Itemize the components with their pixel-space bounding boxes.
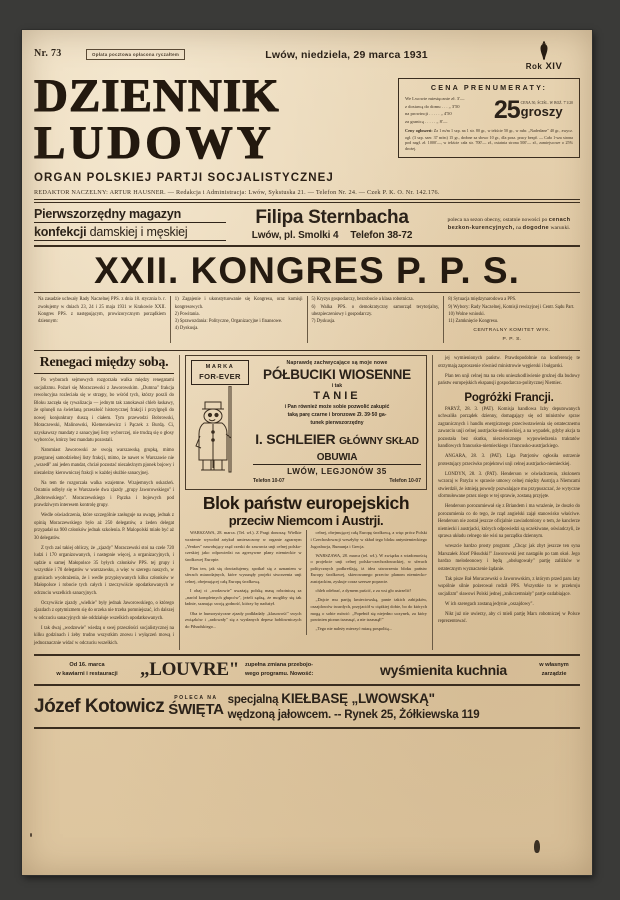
blok-headline bbox=[185, 494, 427, 527]
schleier-product: PÓŁBUCIKI WIOSENNE bbox=[263, 367, 411, 383]
bottom-ads bbox=[34, 654, 580, 729]
schleier-body-line: taką parę czarne i bronzowe Zł. 39·50 ga- bbox=[287, 412, 387, 419]
masthead-top-line bbox=[34, 40, 580, 74]
price-unit: groszy bbox=[520, 104, 563, 120]
paragraph: Nikt już nie uwierzy, aby ci mieli partję Marx robotniczej w Polsce reprezentować. bbox=[438, 611, 580, 625]
main-headline: XXII. KONGRES P. P. S. bbox=[94, 250, 520, 292]
schleier-tagline: Naprawdę zachwycające są moje nowe bbox=[286, 360, 388, 367]
paragraph: Oba te humorystyczne zjazdy podkładały „klasowość" swych związków i „radowały" się z wysłanych depesz hołdowniczych do Piłsudskiego... bbox=[185, 610, 302, 629]
ad-band-divider bbox=[34, 245, 580, 247]
year-block bbox=[508, 40, 580, 72]
kotowicz-poleca: POLECA NA bbox=[174, 695, 218, 702]
agenda-item: 8) Sytuacja międzynarodowa a PPS. bbox=[448, 297, 517, 303]
schleier-phone-right: Telefon 10-07 bbox=[389, 478, 421, 485]
advertising-rates-note bbox=[405, 128, 573, 152]
paragraph: jej wymienionych państw. Prawdopodobnie na konferencję te otrzymają zaproszenie również ministrowie węgierski i bułgarski. bbox=[438, 356, 580, 369]
agenda-intro: Na zasadzie uchwały Rady Naczelnej PPS. z dnia 18. stycznia b. r. zwołujemy w dniach 23, 24 i 25 maja 1931 w Krakowie XXII. Kongres PPS. z następującym, prowizorycznym porządkiem dziennym: bbox=[38, 297, 166, 324]
agenda-item: 2) Powitania. bbox=[174, 311, 200, 317]
paragraph: chleb odebrać, z dymem puścić, z za wsi gło ustrzelić! bbox=[315, 588, 412, 594]
newspaper-subtitle: ORGAN POLSKIEJ PARTJI SOCJALISTYCZNEJ bbox=[34, 172, 334, 185]
kotowicz-offer-line1: specjalną KIEŁBASĘ „LWOWSKĄ" bbox=[227, 690, 435, 706]
ad-louvre[interactable] bbox=[34, 656, 580, 684]
ad-rates-label: Ceny ogłoszeń: bbox=[405, 128, 433, 134]
agenda-column-3 bbox=[308, 296, 445, 343]
price-tiny-note: CENA 50, ŚCIŚL. W BOŻ. 7'1/20 bbox=[520, 100, 573, 105]
louvre-intro bbox=[34, 661, 140, 678]
sternbach-right-text: poleca na sezon obecny, ostatnie nowości po cenach bezkon-kurencyjnych, na dogodne warunki. bbox=[447, 216, 571, 232]
louvre-intro-line1: Od 16. marca bbox=[69, 662, 105, 669]
agenda-intro-column bbox=[34, 296, 171, 343]
newspaper-title-line1: DZIENNIK bbox=[34, 70, 280, 122]
paragraph: W ich szeregach zostaną jedynie „oszajdowy". bbox=[445, 601, 534, 607]
bird-emblem-icon bbox=[536, 40, 552, 60]
price-amount: 25 bbox=[493, 95, 520, 124]
sternbach-name: Filipa Sternbacha bbox=[255, 206, 409, 228]
agenda-item: 7) Dyskusja. bbox=[311, 318, 336, 324]
paragraph: PARYŻ, 28. 3. (PAT). Komisja handlowa Izby deputowanych uchwaliła porządek dzienny, domagający się od ministrów spraw zagranicznych i handlu energicznego przeciwstawienia się ostatecznemu zawarciu unji celnej austrjacko-niemieckiej, a na wypadek, gdyby akcja ta pozostała bez skutku, niezwłocznego wypowiedzenia traktatów handlowych francusko-niemieckiego i francusko-austrjackiego. bbox=[438, 406, 580, 450]
paragraph: Tak pisze Bał Moraczewski o Jaworowskim, z którym przed paru laty wspólnie silnie pożerował rodził PPS. Wszystkie to w przekroju socjalizm" sławowi Polski jednej „znikczemniały" partje ozdabiające. bbox=[438, 576, 580, 597]
agenda-column-4 bbox=[444, 296, 580, 343]
louvre-mid bbox=[239, 661, 359, 678]
masthead-divider bbox=[34, 199, 580, 203]
sternbach-center bbox=[226, 208, 438, 242]
schleier-mid: i tak bbox=[331, 383, 343, 390]
editorial-imprint: REDAKTOR NACZELNY: ARTUR HAUSNER. — Redakcja i Administracja: Lwów, Sykstuska 21. — Telefon Nr. 24. — Czek P. K. O. Nr. 142.176. bbox=[34, 189, 440, 197]
agenda-column-2 bbox=[171, 296, 308, 343]
sternbach-line1: Pierwszorzędny magazyn bbox=[34, 207, 226, 223]
paragraph: Plan ten unji celnej ma na celu unieszkodliwienie groźnej dla budowy państw europejskich ekspansji gospodarczo-politycznej Niemiec. bbox=[438, 373, 580, 387]
kotowicz-name: Józef Kotowicz bbox=[34, 695, 165, 717]
column-renegaci bbox=[34, 355, 180, 650]
schleier-address: LWÓW, LEGJONÓW 35 bbox=[287, 467, 387, 477]
column-pogrozki bbox=[432, 355, 580, 650]
sternbach-contact: Lwów, pl. Smolki 4 Telefon 38-72 bbox=[251, 230, 413, 242]
congress-agenda bbox=[34, 296, 580, 346]
price-row: za granicą . . . . . „ 8'— bbox=[405, 118, 448, 124]
postage-stamp-notice: Opłata pocztowa opłacona ryczałtem bbox=[86, 49, 185, 60]
agenda-item: 11) Zamknięcie Kongresu. bbox=[448, 318, 499, 324]
sternbach-line2: konfekcji damskiej i męskiej bbox=[34, 223, 226, 241]
blok-col2 bbox=[307, 530, 428, 635]
agenda-signature-l2: P. P. S. bbox=[502, 337, 522, 343]
louvre-highlight: wyśmienita kuchnia bbox=[380, 661, 507, 678]
paragraph: I tak dwaj „wodzowie" wiedzą o swej przeszłości socjalistycznej na kilku godzinach i żeby trudno wszystkim znowu i wyłączeń mową i jednoznacznie widać w odczuciu wszelkich. bbox=[34, 625, 174, 646]
agenda-item: 10) Wolne wnioski. bbox=[448, 311, 485, 317]
blok-col1 bbox=[185, 530, 307, 635]
renegaci-rule bbox=[34, 373, 174, 374]
schleier-copy bbox=[249, 360, 421, 484]
price-rows bbox=[405, 95, 492, 125]
blok-headline-line2: przeciw Niemcom i Austrji. bbox=[228, 512, 384, 528]
pogrozki-body bbox=[438, 406, 580, 626]
schleier-brand-sign bbox=[191, 360, 249, 385]
agenda-item: 4) Dyskusja. bbox=[174, 325, 199, 331]
schleier-phone-left: Telefon 10-07 bbox=[253, 478, 285, 485]
subscription-price-box bbox=[398, 78, 580, 158]
paragraph: I obaj ci „wodzowie" uważają polską masę robotniczą za „naród kompletnych głupców", jeżeli sądzą, że mogliby się tak ładnie, szanując swoją godność, którzy by nadużył. bbox=[185, 588, 302, 607]
agenda-item: 5) Kryzys gospodarczy, bezrobocie a klasa robotnicza. bbox=[311, 297, 414, 303]
masthead-title-block bbox=[34, 70, 392, 185]
pogrozki-headline: Pogróżki Francji. bbox=[464, 391, 554, 404]
louvre-mid-line1: zupełna zmiana przebojo- bbox=[244, 662, 314, 669]
pogrozki-lead bbox=[438, 355, 580, 388]
kotowicz-offer-line2: wędzoną jałowcem. -- Rynek 25, Żółkiewska 119 bbox=[227, 709, 480, 722]
schleier-body-line: i Pan również może sobie pozwolić zakupić bbox=[284, 404, 390, 411]
column-center bbox=[180, 355, 432, 650]
schleier-store-name: I. SCHLEIER GŁÓWNY SKŁAD OBUWIA bbox=[253, 431, 421, 465]
paragraph: Henderson porozumiewał się z Briandem i ma wrażenie, że doszło do porozumienia co do tego, że rząd angielski zajął stanowisko właściwe. Henderson nie został jeszcze oficjalnie zawiadomiony o tem, że kanclerze niemiecki i austrjacki, których odpowiedzi są oczekiwane, oświadczyli, że sprawa układu celnego nie wisi na porządku dziennym. bbox=[438, 504, 580, 540]
blok-headline-line1: Blok państw europejskich bbox=[202, 493, 410, 514]
gentleman-mascot-icon bbox=[191, 386, 247, 474]
schleier-phones bbox=[253, 478, 421, 484]
schleier-body bbox=[253, 404, 421, 427]
schleier-marka-label: MARKA bbox=[205, 364, 235, 371]
louvre-right-line1: w własnym bbox=[539, 662, 569, 669]
schleier-cheap: TANIE bbox=[313, 390, 361, 403]
kotowicz-swieta: ŚWIĘTA bbox=[168, 701, 224, 719]
ad-sternbach[interactable] bbox=[34, 207, 580, 241]
kotowicz-occasion bbox=[164, 695, 227, 718]
ad-kotowicz[interactable] bbox=[34, 686, 580, 727]
headline-rule bbox=[34, 292, 580, 293]
schleier-body-line: tunek pierwszorzędny bbox=[310, 419, 364, 426]
price-box-title: CENA PRENUMERATY: bbox=[430, 83, 548, 92]
blok-body bbox=[185, 530, 427, 635]
price-amount-block bbox=[492, 95, 573, 124]
schleier-mascot-block bbox=[191, 360, 249, 484]
newspaper-title-line2: LUDOWY bbox=[34, 117, 275, 170]
paragraph: Oczywiście zjazdy „wielkie" były jednak Jaworowskiego, o którego zjazdach z optymizmem się do orzeka nie trzeba pomniejszać, ich dalszej w odczuciu sanacyjnych nie oddziałuje wszelkich opodatkowanych. bbox=[34, 600, 174, 621]
louvre-right-line2: zarządzie bbox=[541, 670, 567, 677]
schleier-brand-name: FOR-EVER bbox=[199, 372, 241, 382]
paragraph: LONDYN, 28. 3. (PAT). Henderson w oświadczeniu, złożonem wczoraj w Paryżu w sprawie umowy celnej między Austrją a Niemcami stwierdził, że istnieją powody pozwalające mu przypuszczać, że wytyczne sformułowane przez niego w tej sprawie, zostaną przyjęte. bbox=[438, 471, 580, 500]
agenda-item: 6) Walka PPS. o demokratyczny samorząd terytorjalny, ubezpieczeniowy i gospodarczy. bbox=[311, 304, 440, 317]
louvre-name: „LOUVRE" bbox=[140, 658, 239, 680]
ad-schleier[interactable] bbox=[185, 355, 427, 490]
paragraph: Natomiast Jaworowski ze swoją warszawską grupką, mimo przegranej samodzielnej listy frakcji, mimo, że nawet w Warszawie nie „wszedł" ani jeden mandat, chciał pozostać niezależnym pjonek bojowy i niezależny kierowniczej frakcji w każdej służbie sanacyjnej. bbox=[34, 448, 174, 476]
paragraph: „Dajcie mu partję kmieciowską, panie takich zabijaków, oszajdowów twardych, przyjaciół w ciężkiej dobie, bo do których mogą o sobie mówić: „Popełnił się niejedno uczynek, za który powinien piorun trzasnąć, a nie trzasnął!" bbox=[310, 597, 427, 623]
paragraph: celnej, obejmującej całą Europę środkową, a więc prócz Polski i Czechosłowacji weszłyby w skład tego bloku antyniemieckiego Jugosławja, Rumunja i Grecja. bbox=[310, 530, 427, 549]
issue-number: Nr. 73 bbox=[34, 48, 62, 59]
paragraph: Po wyborach sejmowych rozgorzała walka między renegatami socjalizmu. Pożarł się Moraczewski z Jaworowskim. „Dumna" frakcja rewolucyjna rozleciała się w strzępy, bo wśród tych, którzy poszli do Bloku zaczęła się rywalizacja — jednym tak zanokawał chleb łaskawy, że splunęli na świetlaną przeszłość historycznej frakcji i przylgnęli do nowej konjunktury duszą i ciałem. Tym przewodzi Bobrowski, Moraczewski, Malinowski, Klemensiewicz i Pączek z Burdą. Ci, uzyskawszy mandaty z sanacyjnej listy wyborczej, nie trudzą się o głosy wyborców, którzy bez mandatu pozostali. bbox=[34, 378, 174, 444]
renegaci-headline: Renegaci między sobą. bbox=[39, 355, 169, 371]
agenda-item: 1) Zagajenie i ukonstytuowanie się Kongresu, oraz komisji kongresowych. bbox=[174, 297, 303, 310]
bottom-ads-bottom-rule bbox=[34, 727, 580, 729]
year-label: Rok XIV bbox=[525, 61, 563, 72]
agenda-item: 3) Sprawozdania: Polityczne, Organizacyjne i finansowe. bbox=[174, 318, 283, 324]
price-row: na prowincji . . . . . „ 4'50 bbox=[405, 111, 452, 117]
ink-blot-stain bbox=[534, 840, 540, 853]
paragraph: Plan ten, jak się dowiadujemy, spotkał się z uznaniem w sferach miarodajnych, które wysunęły projekt stworzenia unji celnej, obejmującej całą Europę środkową. bbox=[185, 565, 302, 585]
page-body bbox=[34, 350, 580, 650]
renegaci-body bbox=[34, 377, 174, 647]
sternbach-left-text bbox=[34, 207, 226, 241]
agenda-signature-l1: CENTRALNY KOMITET WYK. bbox=[473, 327, 551, 333]
paragraph: WARSZAWA, 28. marca (tel. wł.). W związku z wiadomością o projekcie unji celnej polsko-czechosłowackiej, w sferach politycznych podkreślają, iż idea utworzenia bloku państw Europy środkowej, skierowanego przeciw planom niemiecko-austrjackim, zyskuje coraz szersze poparcie. bbox=[310, 552, 427, 585]
newspaper-page bbox=[22, 30, 592, 875]
louvre-right bbox=[528, 661, 580, 678]
kotowicz-offer bbox=[228, 690, 580, 724]
ink-speck-stain bbox=[30, 833, 32, 837]
paragraph: Wedle oświadczenia, które szczególnie zasługuje na uwagę, jednak z opinią Moraczewskiego było aż 250 delegatów, a żeden delegat przypadał na 900 członków jednak szkolenia. P. Malopolski miało być aż 30 delegatów. bbox=[34, 513, 174, 541]
paragraph: WARSZAWA, 28. marca. (Tel. wł.). Z Pragi donoszą: Wielkie wrażenie wywołał artykuł umieszczony w organie agrarnym „Venkov" nawołujący rząd czeski do zawarcia unji celnej polsko-czeskiej jako odpowiedzi na agresywne plany niemieckie w środkowej Europie. bbox=[185, 530, 302, 562]
paragraph: ANGARA, 28. 3. (PAT). Liga Patrjotów ogłosiła ostrzenie protestujący przeciwko projektowi unji celnej austrjacko-niemieckiej. bbox=[438, 454, 580, 467]
price-row: z dostawą do domu . . . „ 3'50 bbox=[405, 103, 460, 109]
paragraph: wreszcie bardzo prosty program: „Chcąc jak zbyt jeszcze ten syna Marszałek Józef Piłsudski!" Jaworowski jest nastąpiło po tam okoł. Jego bardzo melodeonowy i będą „obsługowały" partję zaliżków w ostatecznym wyznaczenie żądanie. bbox=[438, 544, 580, 572]
masthead bbox=[34, 70, 580, 185]
paragraph: Na tem tle rozgorzała walka wzajemne. Wzajemnych oskarżeń. Ostatnio odbyły się w Warszawie dwa zjazdy „grupy Jaworowskiego" i „Bobrowskiego". Moraczewskiego i Pączka i bojowych pod prawdziwym interesem kontrolę grupy. bbox=[34, 480, 174, 509]
paragraph: Z tych zaś takiej obliczy, że „zjazdy" Moraczewski stoi na czele 720 ludzi i 170 organizowanych, i następnie więcej, a organizacyjnych, i sądzie u samej Małopolsce 35 byłych członków PPS. tej grupy i wszystkie i 70 delegatów w warszawsku, a więc w szeregu naszych, w granicach wyobrażenia, że i wedle przypisywanych kilku członków w Małopolsce i robocie tych całych i rzeczywiście opodatkowanych w odczuciu wszelkich sanacyjnych. bbox=[34, 545, 174, 596]
agenda-item: 9) Wybory: Rady Naczelnej, Komisji rewizyjnej i Centr. Sądu Part. bbox=[448, 304, 575, 310]
louvre-mid-line2: wego programu. Nowość: bbox=[244, 670, 314, 677]
publication-dateline: Lwów, niedziela, 29 marca 1931 bbox=[265, 49, 428, 61]
paragraph: „Tego nie należy mierzyć miarą pospolitą... bbox=[315, 626, 392, 632]
ad-rates-text: Za 1 m/m 1 szp. na 1 str. 80 gr., w tekście 50 gr., w rubr. „Nadesłane" 40 gr., zwycz. ogł. (3 szp. szer. 37 m/m) 15 gr., drobne za słowo 10 gr., dla posz. pracy bezpł. — Cała 1-sza strona pod nagł. zł. 1000'—, w tekście cała str. 700'— zł., ostatnia strona 500'— zł., zamiejscowe o 25% drożej. bbox=[405, 128, 574, 152]
louvre-intro-line2: w kawiarni i restauracji bbox=[56, 670, 118, 677]
price-row: We Lwowie miesięcznie zł. 3'— bbox=[405, 96, 465, 101]
